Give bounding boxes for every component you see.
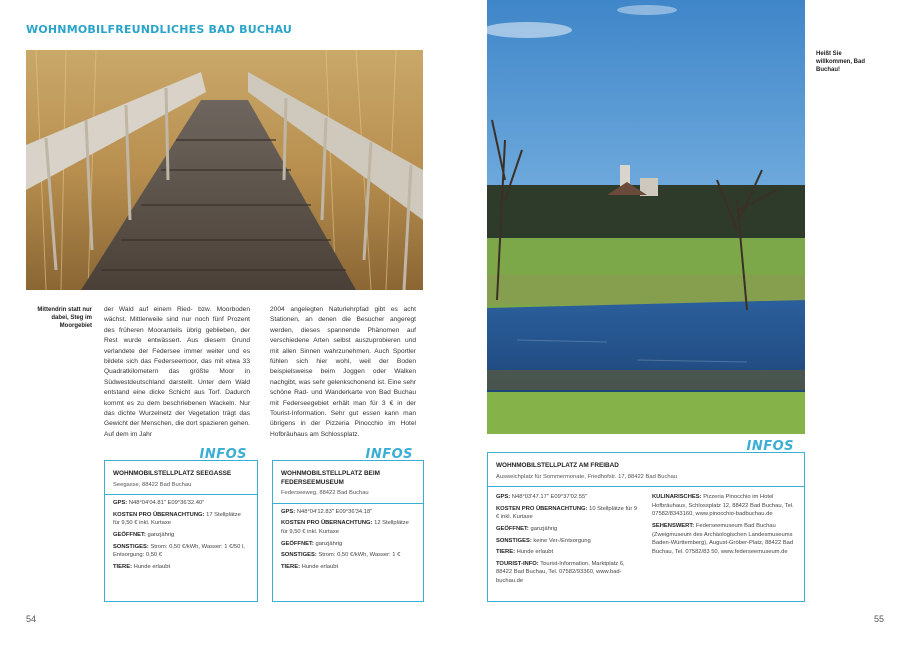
info-row-gps: GPS: N48°03'47.17" E09°37'02.55" xyxy=(496,494,588,501)
info-row-pets: TIERE: Hunde erlaubt xyxy=(281,563,339,570)
info-row-open: GEÖFFNET: ganzjährig xyxy=(113,531,175,538)
section-title: WOHNMOBILFREUNDLICHES BAD BUCHAU xyxy=(26,23,293,36)
infos-tag: INFOS xyxy=(361,451,417,460)
info-row-gps: GPS: N48°04'04.81" E09°36'32.40" xyxy=(113,500,205,507)
info-row-pets: TIERE: Hunde erlaubt xyxy=(496,549,554,556)
info-row-open: GEÖFFNET: ganzjährig xyxy=(496,525,558,532)
boardwalk-photo xyxy=(26,50,423,290)
lake-town-photo xyxy=(487,0,805,434)
info-row-misc: SONSTIGES: Strom: 0,50 €/kWh, Wasser: 1 € xyxy=(281,552,401,559)
info-row-misc: SONSTIGES: keine Ver-/Entsorgung xyxy=(496,537,591,544)
info-box-seegasse xyxy=(104,447,258,602)
info-row-pets: TIERE: Hunde erlaubt xyxy=(113,563,171,570)
info-address: Federseeweg, 88422 Bad Buchau xyxy=(281,490,369,497)
info-address: Ausweichplatz für Sommermonate, Friedhofstr. 17, 88422 Bad Buchau xyxy=(496,473,678,480)
body-text-column-1: der Wald auf einem Ried- bzw. Moorboden wächst. Mittlerweile sind nur noch fünf Prozent des früheren Mooranteils übrig geblieben, der Rest wurde entwässert. Aus diesem Grund verlandete der Federsee immer weiter und es bildete sich das Federseemoor, das mit etwa 33 Quadratkilometern das größte Moor in Südwestdeutschland darstellt. Unter dem Wald entstand eine dicke Schicht aus Torf. Dadurch kommt es zu dem beschriebenen Wackeln. Nur das dichte Wurzelnetz der Vegetation trägt das Gewicht der Menschen, die dort spazieren gehen. Auf dem im Jahr xyxy=(104,306,250,438)
info-row-open: GEÖFFNET: ganzjährig xyxy=(281,540,343,547)
info-row-misc: SONSTIGES: Strom: 0,50 €/kWh, Wasser: 1 €/50 l, Entsorgung: 0,50 € xyxy=(113,543,245,559)
info-row-sights: SEHENSWERT: Federseemuseum Bad Buchau (Zweigmuseum des Archäologischen Landesmuseums Baden-Württemberg), August-Gröber-Platz, 88422 Bad Buchau, Tel. 07582/83 50, www.federseemuseum.de xyxy=(652,522,794,555)
info-row-cost: KOSTEN PRO ÜBERNACHTUNG: 12 Stellplätze für 9,50 € inkl. Kurtaxe xyxy=(281,520,409,535)
info-address: Seegasse, 88422 Bad Buchau xyxy=(113,481,192,488)
info-row-cost: KOSTEN PRO ÜBERNACHTUNG: 10 Stellplätze für 9 € inkl. Kurtaxe xyxy=(496,505,638,521)
info-title: WOHNMOBILSTELLPLATZ SEEGASSE xyxy=(113,470,232,477)
info-row-tourist: TOURIST-INFO: Tourist-Information, Marktplatz 6, 88422 Bad Buchau, Tel. 07582/93360, www.bad-buchau.de xyxy=(496,560,625,584)
body-text-column-2: 2004 angelegten Naturlehrpfad gibt es acht Stationen, an denen die Besucher angeregt werden, dieses spannende Phänomen auf verschiedene Arten selbst auszuprobieren und mit allen Sinnen wahrzunehmen. Auch Sportler fühlen sich hier wohl, weil der Boden beispielsweise beim Joggen oder Walken nachgibt, was sehr gelenkschonend ist. Eine sehr schöne Rad- und Wanderkarte von Bad Buchau mit Federseegebiet erhält man für 3 € in der Tourist-Information. Sehr gut essen kann man übrigens in der Pizzeria Pinocchio im Hotel Hofbräuhaus am Schlossplatz. xyxy=(270,306,416,438)
info-row-cost: KOSTEN PRO ÜBERNACHTUNG: 17 Stellplätze für 9,50 € inkl. Kurtaxe xyxy=(113,511,241,527)
page-number-right: 55 xyxy=(873,614,884,624)
info-row-gps: GPS: N48°04'12.83" E09°36'34.18" xyxy=(281,508,373,515)
photo-caption-left: Mittendrin statt nur dabei, Steg im Moorgebiet xyxy=(37,307,92,329)
infos-tag: INFOS xyxy=(742,443,798,452)
page-number-left: 54 xyxy=(26,614,37,624)
info-row-culinary: KULINARISCHES: Pizzeria Pinocchio im Hotel Hofbräuhaus, Schlossplatz 12, 88422 Bad Buchau, Tel. 07582/8343160, www.pinocchio-badbuchau.de xyxy=(652,494,794,518)
info-box-freibad xyxy=(487,439,805,602)
info-box-federseemuseum xyxy=(272,447,424,602)
info-title: WOHNMOBILSTELLPLATZ BEIM FEDERSEEMUSEUM xyxy=(281,470,380,486)
infos-tag: INFOS xyxy=(195,451,251,460)
photo-caption-right: Heißt Sie willkommen, Bad Buchau! xyxy=(816,51,866,73)
info-title: WOHNMOBILSTELLPLATZ AM FREIBAD xyxy=(496,462,619,469)
info-col-left xyxy=(496,493,640,588)
info-col-right xyxy=(652,493,796,588)
